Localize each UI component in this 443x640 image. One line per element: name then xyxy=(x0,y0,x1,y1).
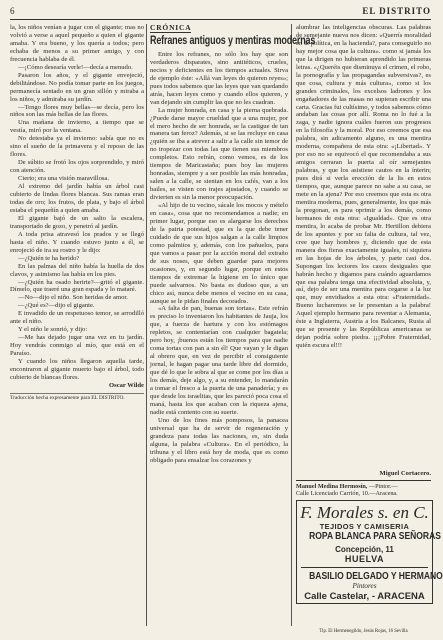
story-paragraph: —Me has dejado jugar una vez en tu jardín. Hoy vendrás conmigo al mío, que está en el Paraíso. xyxy=(10,334,144,358)
ad-address: Concepción, 11 xyxy=(335,545,394,554)
notice-line xyxy=(296,480,431,490)
story-paragraph: —¿Qué es?—dijo el gigante. xyxy=(18,302,95,310)
story-paragraph: En las palmas del niño había la huella de dos clavos, y asimismo las había en los pies. xyxy=(10,262,144,278)
ad-business-name: BASILIO DELGADO Y HERMANO xyxy=(309,571,443,582)
story-paragraph: E invadido de un respetuoso temor, se arrodilló ante el niño. xyxy=(10,310,144,326)
newspaper-title: EL DISTRITO xyxy=(362,6,431,16)
story-signature: Oscar Wilde xyxy=(109,381,144,389)
story-paragraph: —No—dijo el niño. Son heridas de amor. xyxy=(18,294,128,302)
article-title: Refranes antiguos y mentiras modernas xyxy=(150,34,316,47)
story-paragraph: No detestaba ya el invierno: sabía que no es sino el sueño de la primavera y el reposo de las flores. xyxy=(10,135,144,159)
column-cronica-continued xyxy=(296,24,431,469)
header-rule xyxy=(10,19,431,20)
ad-line: TEJIDOS Y CAMISERIA xyxy=(319,522,410,531)
ad-headline: ROPA BLANCA PARA SEÑORAS xyxy=(309,531,441,542)
article-paragraph: «Al hijo de tu vecino, sácale los mocos y mételo en casa», cosa que no recomendamos a nadie; en primer lugar, porque eso es alargarse los derechos de la patria potestad, que es la que debe tener cuidado de que sus hijos salgan a la calle limpios como palmitos y, además, con los pañuelos, para que vamos a pasar por la acción moral del extraño de sus noses, que deben guardar para mejores ocasiones, y, en segundo lugar, porque en estos tiempos de extremar la higiene en lo único que puede salvarnos. No basta es dudoso que, a un chico así, nunca debe menos el vecino en su casa, aunque se le pidan finales decorados. xyxy=(150,202,288,305)
notice-name: Manuel Medina Hermosín, xyxy=(296,483,368,490)
translation-note: Traducción hecha expresamente para EL DISTRITO. xyxy=(10,393,144,402)
column-divider xyxy=(146,24,147,626)
article-signature-block xyxy=(296,470,431,478)
column-story-end xyxy=(10,24,144,401)
ad-city: HUELVA xyxy=(344,554,385,564)
column-cronica xyxy=(150,23,316,465)
section-label: CRÓNICA xyxy=(150,23,192,32)
story-paragraph: la, los niños venían a jugar con el gigante; mas no volvió a verse a aquel pequeño a quien el gigante amaba. Y era bueno, y los quería a todos; pero echaba de menos a su primer amigo, y con frecuencia hablaba de él. xyxy=(10,24,144,63)
advertisement-box xyxy=(296,500,443,604)
printer-imprint: Tip. El Hermenegildo, Jesús Rojas, 16 Sevilla xyxy=(319,629,408,634)
story-paragraph: —Tengo flores muy bellas—se decía, pero los niños son las más bellas de las flores. xyxy=(10,103,144,119)
article-paragraph: alumbrar las inteligencias obscuras. Las palabras de semejante nueva nos dicen: «Querrís moralidad en la política, en la hacienda?, para conseguirlo no hay mejor cosa que la cultura». como si jamás los que la dirigen no hubieran aprendido las primeras letras. «¿Queréis que disminuya el crimen, el robo, la pornografía y las propagandas subversivas?, es que cosa, cultura y más cultura», como si los grandes criminales, los excelsos ladrones y los engañadores de las masas no supieran escribir una carta. Gracias fui cultísimo, y todos sabemos cómo andaban las cosas por allí. Roma no lo fué a la zaga, y nadie ignora cuáles fueron sus progresos en la filosofía y la moral. Por eso creemos que esa palabra, sin adicamento alguno, es una mentira moderna, compañera de esta otra: «¡Libertad». Y por eso no se equivocó el que recomendaba a sus amigos cerraran la puerta al oír semejantes palabras, y que los asistiese cautos en la ínterin; pues dirá si verla erección de la lis en estos tiempos, que, aunque parece no sabe a su casa, se mete en la ajena? Por eso creemos que esta es otra mentira moderna, pues, generalmente, los que más la pregonan, es para oprimir a los demás, como hermanos de esta otra: «Igualdad». Que es otra mentira, lo acaba de probar Mr. Hertillon debiera de los apuntes y por su falta de cultura, tal vez, cree que hay hombres y, diciendo que de esta manera dos fieras exactamente iguales, ni siquiera en las hojas de los árboles, y parte casi dos. Supongan los lectores los casos desiguales que habrán hecho y digamos para cuándo aguardamos que esa palabra tenga una efectividad absoluta, y, así, dejo de ser una mentira para cegarse a la luz que, muy envidiados a esta otra: «Fraternidad». Bueno lucharemos se le presentan a la palabra! Aquel ejemplo hermano para reventar a Alemania, éste a Inglaterra, Austria a los Balcanes, Rusia al que se presente y las Repúblicas americanas se dejan podría sobre piedra. ¡¡¡Pobre Fraternidad, quién escura el!!! xyxy=(296,24,431,350)
story-paragraph: Una mañana de invierno, a tiempo que se vestía, miró por la ventana. xyxy=(10,119,144,135)
article-paragraph: Uno de los fines más pomposos, la panacea universal que ha de servir de regeneración y grandeza para todas las naciones, es, sin duda alguna, la palabra «Cultura». En el periódico, la tribuna y el libro está hoy de moda, que es como obligado para ensalzar los corazones y xyxy=(150,416,288,464)
ad-trade: Pintores xyxy=(352,582,377,590)
notice-role: —Pintor.— xyxy=(368,483,398,490)
story-paragraph: —¿Quién te ha herido? xyxy=(18,254,80,262)
story-paragraph: Y cuando los niños llegaron aquella tarde, encontraron al gigante muerto bajo el árbol, todo cubierto de blancas flores. xyxy=(10,358,144,381)
story-paragraph: Al extremo del jardín había un árbol casi cubierto de lindas flores blancas. Sus ramas eran todas de oro; los frutos, de plata, y bajo el árbol estaba el pequeñín a quien amaba. xyxy=(10,183,144,214)
story-paragraph: A toda prisa atravesó los prados y se llegó hasta el niño. Y cuando estuvo junto a él, se enrojeció de ira su rostro y le dijo: xyxy=(10,230,144,254)
story-paragraph: De súbito se frotó los ojos sorprendido, y miró con atención. xyxy=(10,159,144,175)
page-header xyxy=(10,4,431,16)
article-paragraph: La mujer honrada, en casa y la pierna quebrada. ¿Puede darse mayor crueldad que a una mujer, por el mero hecho de ser honrada, se la castigue de tan manera tan feroz? Además, si se las recluye en casa ¿quién se iba a atrever a salir a la calle sin temor de no tropezar con todas las que tienen sus miembros completos. Esto refrán, como vemos, es de los tiempos de Maricastaña; pues hoy las mujeres honradas, siempre y a ser posible las más honradas, salen a la calle, se sientan en los cafés, van a los bailes, se visten con trajes ajustados, y cuando se divierten es sin la menor preocupación. xyxy=(150,106,288,202)
article-paragraph: «A falta de pan, buenas son tortas». Este refrán es preciso lo inventaron los habitantes de Jauja, los que, a fuerza de hartura y con los estómagos repletos, se contentarían con cualquier bagatela; pero hoy, ¡buenos están los tiempos para que nadie coma tortas con pan a sin él! Que vayan y le digan al obrero que, en vez de percibir el consiguiente jornal, le hagan pagar una tarde libre del dormido, que dé lo que le sobra al que se come por los días a los demás, deje algo, y, a su entender, lo mandarán a tomar el fresco a la puerta de una panadería; y es que desde los israelitas, que les pareció poca cosa el maná, hasta los que acaban con la riqueza ajena, nadie está contento con su suerte. xyxy=(150,305,288,416)
painter-notice xyxy=(296,480,431,498)
ad-separator xyxy=(301,567,428,568)
ad-brand: F. Morales s. en C. xyxy=(300,503,429,522)
notice-address: Calle Licenciado Carrión, 10.—Aracena. xyxy=(296,490,398,498)
story-paragraph: —¿Quién ha osado herirte?—gritó el gigante. Dímelo, que traeré una gran espada y lo mataré. xyxy=(10,278,144,294)
ad-business-address: Calle Castelar, - ARACENA xyxy=(304,591,425,602)
story-paragraph: Pasaron los años, y el gigante envejeció, debilitándose. No podía tomar parte en los juegos, permanecía sentado en un gran sillón y miraba a los niños, y admiraba su jardín. xyxy=(10,71,144,103)
page-number: 6 xyxy=(10,6,15,16)
column-divider xyxy=(291,24,292,626)
story-paragraph: Y el niño le sonrió, y dijo: xyxy=(18,326,88,334)
story-paragraph: Cierto; era una visión maravillosa. xyxy=(18,175,110,183)
story-paragraph: —¡Cómo desearía verle!—decía a menudo. xyxy=(18,63,133,71)
article-signature: Miguel Cortacero. xyxy=(379,470,431,477)
story-paragraph: El gigante bajó de un salto la escalera, transportado de gozo, y penetró al jardín. xyxy=(10,214,144,230)
article-paragraph: Entre los refranes, no sólo los hay que son verdaderos disparates, sino antitéticos, crueles, necios y deficientes en los tiempos actuales. Sirva de ejemplo éste: «Allá van leyes do quieren reyes»; pues todos sabemos que las leyes que van quedando atrás, hacen leyes como y cuando ellos quieren, y van dejando sin cumplir las que no les cuadran. xyxy=(150,50,288,106)
